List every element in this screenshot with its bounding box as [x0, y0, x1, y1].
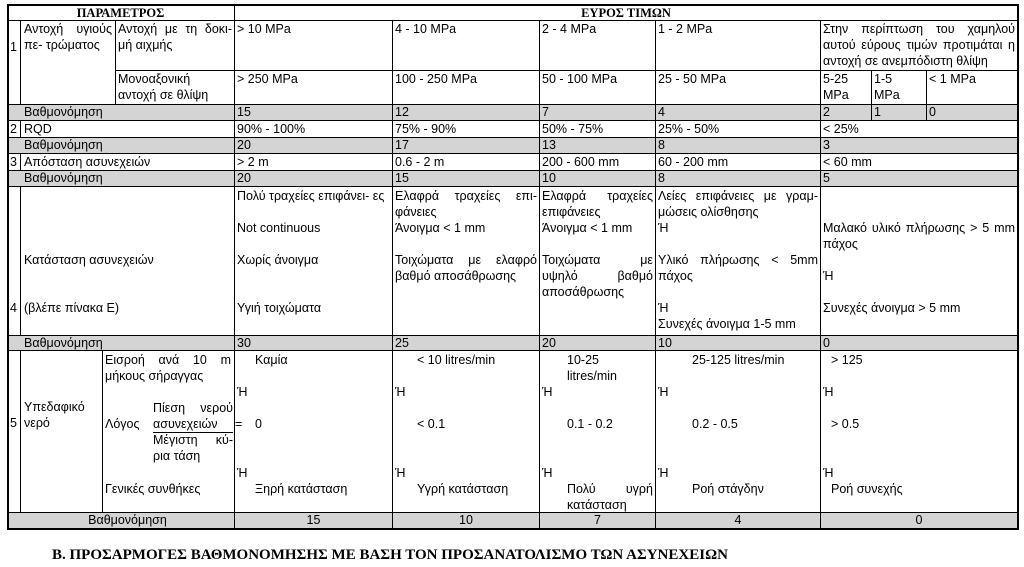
or-inflow-5: Ή	[823, 385, 834, 399]
ratio-value-3: 0.1 - 0.2	[567, 417, 613, 431]
header-parameter: ΠΑΡΑΜΕΤΡΟΣ	[76, 6, 165, 20]
rqd-value-1: 90% - 100%	[237, 122, 306, 136]
or-inflow-1: Ή	[237, 385, 248, 399]
general-value-3: Πολύ υγρή κατάσταση	[567, 482, 653, 512]
ratio-value-4: 0.2 - 0.5	[692, 417, 738, 431]
score-label-3: Βαθμονόμηση	[24, 171, 103, 185]
header-range: ΕΥΡΟΣ ΤΙΜΩΝ	[581, 6, 671, 20]
or-ratio-2: Ή	[395, 466, 406, 480]
or-ratio-1: Ή	[237, 466, 248, 480]
score-3-2: 15	[395, 171, 409, 185]
row-number-5: 5	[10, 416, 17, 430]
score-label-2: Βαθμονόμηση	[24, 138, 103, 152]
ratio-value-5: > 0.5	[831, 417, 860, 431]
ratio-numerator: Πίεση νερού ασυνεχειών	[153, 401, 233, 431]
rqd-value-4: 25% - 50%	[658, 122, 720, 136]
condition-2-line-a: Ελαφρά τραχείες επι- φάνειες	[395, 189, 537, 219]
spacing-value-1: > 2 m	[237, 155, 269, 169]
condition-5-or: Ή	[823, 269, 834, 283]
score-4-5: 0	[823, 336, 830, 350]
score-5-4: 4	[734, 513, 742, 527]
score-5-5: 0	[915, 513, 923, 527]
row-number-4: 4	[10, 301, 17, 315]
condition-4-or-1: Ή	[658, 221, 669, 235]
condition-3-line-b: Άνοιγμα < 1 mm	[542, 221, 633, 235]
row-number-1: 1	[10, 40, 17, 54]
ucs-value-3: 50 - 100 MPa	[542, 72, 618, 86]
ratio-label: Λόγος	[105, 417, 140, 431]
rqd-value-2: 75% - 90%	[395, 122, 457, 136]
rqd-value-5: < 25%	[823, 122, 859, 136]
condition-5-line-c: Συνεχές άνοιγμα > 5 mm	[823, 301, 961, 315]
score-label-4: Βαθμονόμηση	[24, 336, 103, 350]
condition-4-line-c: Υλικό πλήρωσης < 5mm πάχος	[658, 253, 818, 283]
condition-1-line-b: Not continuous	[237, 221, 321, 235]
condition-3-line-a: Ελαφρά τραχείες επιφάνειες	[542, 189, 653, 219]
inflow-value-1: Καμία	[255, 353, 288, 367]
or-ratio-4: Ή	[658, 466, 669, 480]
general-conditions-label: Γενικές συνθήκες	[105, 482, 201, 496]
score-label-5: Βαθμονόμηση	[88, 513, 167, 527]
score-5-1: 15	[306, 513, 321, 527]
score-row-bg-2	[7, 137, 1019, 153]
point-load-value-4: 1 - 2 MPa	[658, 22, 713, 36]
general-value-4: Ροή στάγδην	[692, 482, 764, 496]
score-1-4: 4	[658, 105, 665, 119]
groundwater-label: Υπεδαφικό νερό	[24, 400, 85, 430]
inflow-value-3: 10-25 litres/min	[567, 353, 618, 383]
condition-4-or-2: Ή	[658, 301, 669, 315]
score-1-7: 0	[929, 105, 936, 119]
condition-2-line-c: Τοιχώματα με ελαφρό βαθμό αποσάθρωσης	[395, 253, 537, 283]
score-1-3: 7	[542, 105, 549, 119]
score-2-1: 20	[237, 138, 251, 152]
point-load-label: Αντοχή με τη δοκι- μή αιχμής	[118, 22, 232, 52]
spacing-value-3: 200 - 600 mm	[542, 155, 620, 169]
score-row-bg-3	[7, 170, 1019, 186]
ratio-value-1: 0	[255, 417, 262, 431]
inflow-value-4: 25-125 litres/min	[692, 353, 785, 367]
point-load-value-1: > 10 MPa	[237, 22, 291, 36]
score-5-2: 10	[459, 513, 473, 527]
discontinuity-condition-note: (βλέπε πίνακα Ε)	[24, 301, 120, 315]
score-4-1: 30	[237, 336, 251, 350]
score-2-5: 3	[823, 138, 830, 152]
or-ratio-5: Ή	[823, 466, 834, 480]
spacing-value-5: < 60 mm	[823, 155, 872, 169]
score-1-5: 2	[823, 105, 830, 119]
general-value-1: Ξηρή κατάσταση	[255, 482, 348, 496]
score-2-3: 13	[542, 138, 556, 152]
spacing-label: Απόσταση ασυνεχειών	[24, 155, 151, 169]
point-load-value-3: 2 - 4 MPa	[542, 22, 597, 36]
score-4-3: 20	[542, 336, 556, 350]
score-4-4: 10	[658, 336, 672, 350]
ucs-value-2: 100 - 250 MPa	[395, 72, 477, 86]
score-1-1: 15	[237, 105, 251, 119]
inflow-value-5: > 125	[831, 353, 863, 367]
score-row-bg-4	[7, 335, 1019, 350]
condition-3-line-c: Τοιχώματα με υψηλό βαθμό αποσάθρωσης	[542, 253, 653, 299]
row-number-3: 3	[10, 155, 17, 169]
ucs-sub-value-3: < 1 MPa	[929, 72, 976, 86]
rmr-table	[7, 4, 1019, 530]
ratio-value-2: < 0.1	[417, 417, 446, 431]
score-3-5: 5	[823, 171, 830, 185]
or-inflow-4: Ή	[658, 385, 669, 399]
spacing-value-4: 60 - 200 mm	[658, 155, 729, 169]
point-load-note: Στην περίπτωση του χαμηλού αυτού εύρους τιμών προτιμάται η αντοχή σε ανεμπόδιστη θλίψη	[823, 22, 1015, 68]
score-label-1: Βαθμονόμηση	[24, 105, 103, 119]
intact-rock-strength-label: Αντοχή υγιούς πε- τρώματος	[24, 22, 112, 52]
ratio-equals: =	[235, 417, 243, 431]
row-number-2: 2	[10, 122, 17, 136]
score-4-2: 25	[395, 336, 409, 350]
score-2-4: 8	[658, 138, 665, 152]
rqd-label: RQD	[24, 122, 52, 136]
rqd-value-3: 50% - 75%	[542, 122, 604, 136]
inflow-value-2: < 10 litres/min	[417, 353, 496, 367]
score-3-1: 20	[237, 171, 251, 185]
inflow-label: Εισροή ανά 10 m μήκους σήραγγας	[105, 353, 231, 383]
or-inflow-3: Ή	[542, 385, 553, 399]
or-ratio-3: Ή	[542, 466, 553, 480]
score-2-2: 17	[395, 138, 409, 152]
section-b-heading: Β. ΠΡΟΣΑΡΜΟΓΕΣ ΒΑΘΜΟΝΟΜΗΣΗΣ ΜΕ ΒΑΣΗ ΤΟΝ ΠΡΟΣΑΝΑΤΟΛΙΣΜΟ ΤΩΝ ΑΣΥΝΕΧΕΙΩΝ	[52, 547, 728, 563]
point-load-value-2: 4 - 10 MPa	[395, 22, 457, 36]
condition-1-line-a: Πολύ τραχείες επιφάνει- ες	[237, 189, 385, 203]
score-1-6: 1	[874, 105, 881, 119]
condition-4-line-a: Λείες επιφάνειες με γραμ- μώσεις ολίσθησης	[658, 189, 818, 219]
condition-4-line-e: Συνεχές άνοιγμα 1-5 mm	[658, 317, 796, 331]
condition-2-line-b: Άνοιγμα < 1 mm	[395, 221, 486, 235]
condition-5-line-a: Μαλακό υλικό πλήρωσης > 5 mm πάχος	[823, 221, 1015, 251]
condition-1-line-c: Χωρίς άνοιγμα	[237, 253, 319, 267]
ucs-sub-value-1: 5-25 MPa	[823, 72, 849, 102]
spacing-value-2: 0.6 - 2 m	[395, 155, 445, 169]
ucs-value-4: 25 - 50 MPa	[658, 72, 727, 86]
or-inflow-2: Ή	[395, 385, 406, 399]
score-row-bg-1	[7, 104, 1019, 120]
score-3-4: 8	[658, 171, 665, 185]
ucs-sub-value-2: 1-5 MPa	[874, 72, 900, 102]
score-5-3: 7	[594, 513, 601, 527]
ucs-value-1: > 250 MPa	[237, 72, 298, 86]
ratio-denominator: Μέγιστη κύ- ρια τάση	[153, 433, 233, 463]
score-3-3: 10	[542, 171, 556, 185]
condition-1-line-d: Υγιή τοιχώματα	[237, 301, 322, 315]
discontinuity-condition-label: Κατάσταση ασυνεχειών	[24, 253, 154, 267]
general-value-5: Ροή συνεχής	[831, 482, 903, 496]
general-value-2: Υγρή κατάσταση	[417, 482, 509, 496]
score-1-2: 12	[395, 105, 409, 119]
ucs-label: Μονοαξονική αντοχή σε θλίψη	[118, 72, 209, 102]
